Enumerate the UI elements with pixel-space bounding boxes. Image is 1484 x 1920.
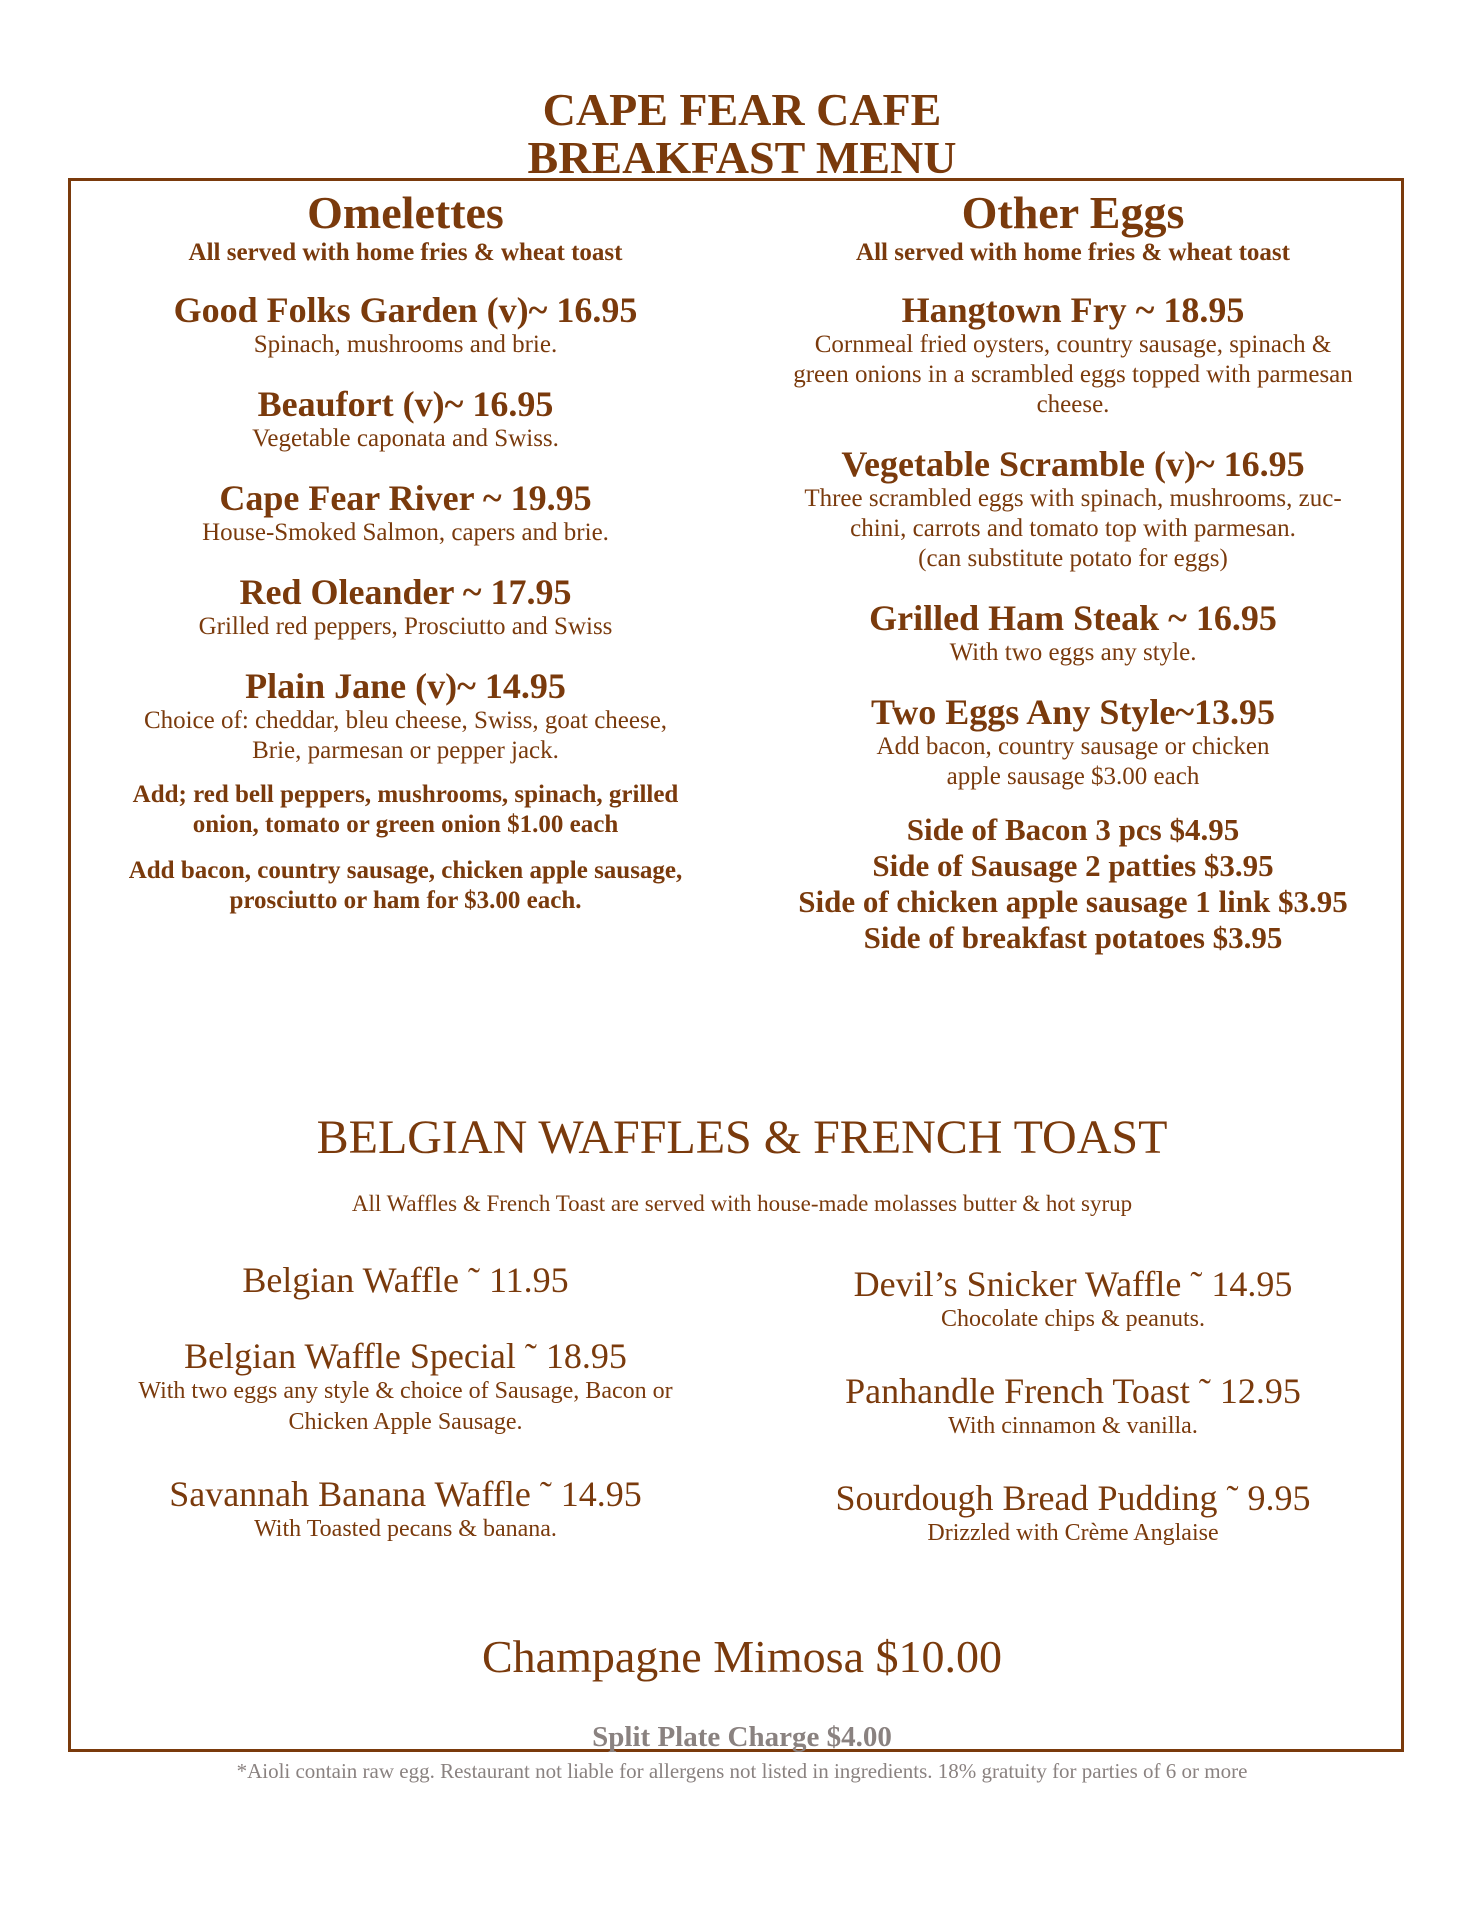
item-description: Brie, parmesan or pepper jack. (252, 737, 559, 764)
sides-list (748, 812, 1398, 956)
addon-line: Add; red bell peppers, mushrooms, spinach, grilled (132, 781, 679, 808)
item-name: Savannah Banana Waffle ˜ 14.95 (169, 1474, 642, 1514)
menu-item (748, 598, 1398, 668)
item-description: Chicken Apple Sausage. (288, 1409, 523, 1435)
other-eggs-heading: Other Eggs (961, 187, 1185, 238)
item-description: Chocolate chips & peanuts. (941, 1306, 1205, 1332)
addon-line: Add bacon, country sausage, chicken apple sausage, (128, 857, 683, 884)
menu-item (78, 1260, 733, 1300)
item-name: Belgian Waffle ˜ 11.95 (242, 1260, 569, 1300)
menu-item (748, 444, 1398, 574)
item-description: (can substitute potato for eggs) (918, 545, 1228, 572)
addon-note (78, 856, 733, 916)
item-description: Choice of: cheddar, bleu cheese, Swiss, goat cheese, (143, 707, 668, 734)
item-description: green onions in a scrambled eggs topped with parmesan (793, 361, 1353, 388)
side-item: Side of chicken apple sausage 1 link $3.95 (798, 884, 1348, 919)
item-description: With cinnamon & vanilla. (948, 1413, 1198, 1439)
menu-item (78, 384, 733, 454)
menu-title-line1: CAPE FEAR CAFE (542, 84, 942, 135)
menu-item (748, 692, 1398, 792)
menu-item (78, 1474, 733, 1545)
item-description: Grilled red peppers, Prosciutto and Swiss (198, 613, 613, 640)
item-description: Vegetable caponata and Swiss. (252, 425, 559, 452)
item-description: Three scrambled eggs with spinach, mushrooms, zuc- (804, 485, 1342, 512)
menu-item (78, 572, 733, 642)
menu-item (748, 1264, 1398, 1335)
item-description: With two eggs any style & choice of Sausage, Bacon or (138, 1378, 673, 1404)
item-description: cheese. (1036, 391, 1110, 418)
item-description: Drizzled with Crème Anglaise (927, 1520, 1219, 1546)
item-name: Two Eggs Any Style~13.95 (870, 692, 1276, 732)
addon-line: onion, tomato or green onion $1.00 each (192, 811, 619, 838)
item-name: Vegetable Scramble (v)~ 16.95 (841, 444, 1305, 484)
menu-item (78, 478, 733, 548)
item-name: Red Oleander ~ 17.95 (239, 572, 572, 612)
waffles-right-column (748, 1264, 1398, 1585)
item-description: Cornmeal fried oysters, country sausage, spinach & (814, 331, 1332, 358)
item-description: Spinach, mushrooms and brie. (253, 331, 558, 358)
side-item: Side of Sausage 2 patties $3.95 (872, 848, 1274, 883)
menu-item (748, 1371, 1398, 1442)
addon-line: prosciutto or ham for $3.00 each. (229, 887, 582, 914)
item-description: apple sausage $3.00 each (946, 763, 1200, 790)
other-eggs-section (748, 188, 1398, 956)
item-description: With Toasted pecans & banana. (254, 1516, 557, 1542)
item-name: Grilled Ham Steak ~ 16.95 (869, 598, 1277, 638)
item-name: Belgian Waffle Special ˜ 18.95 (184, 1336, 627, 1376)
menu-item (78, 1336, 733, 1438)
other-eggs-subheading: All served with home fries & wheat toast (856, 239, 1290, 266)
omelettes-subheading: All served with home fries & wheat toast (188, 239, 623, 266)
menu-item (748, 290, 1398, 420)
menu-item (78, 290, 733, 360)
menu-item (78, 666, 733, 766)
omelettes-section (78, 188, 733, 932)
item-name: Beaufort (v)~ 16.95 (257, 384, 554, 424)
addon-note (78, 780, 733, 840)
waffles-subheading: All Waffles & French Toast are served with house-made molasses butter & hot syrup (351, 1191, 1133, 1216)
side-item: Side of Bacon 3 pcs $4.95 (906, 812, 1240, 847)
item-name: Hangtown Fry ~ 18.95 (901, 290, 1245, 330)
item-name: Good Folks Garden (v)~ 16.95 (173, 290, 638, 330)
omelettes-heading: Omelettes (307, 187, 504, 238)
item-name: Panhandle French Toast ˜ 12.95 (845, 1371, 1301, 1411)
item-description: House-Smoked Salmon, capers and brie. (202, 519, 609, 546)
item-description: With two eggs any style. (949, 639, 1197, 666)
item-name: Sourdough Bread Pudding ˜ 9.95 (835, 1478, 1311, 1518)
item-description: chini, carrots and tomato top with parmesan. (850, 515, 1296, 542)
mimosa-offer: Champagne Mimosa $10.00 (482, 1631, 1002, 1682)
item-name: Cape Fear River ~ 19.95 (219, 478, 592, 518)
menu-item (748, 1478, 1398, 1549)
item-name: Plain Jane (v)~ 14.95 (245, 666, 566, 706)
allergen-footnote: *Aioli contain raw egg. Restaurant not liable for allergens not listed in ingredients. 18% gratuity for parties of 6 or more (236, 1759, 1248, 1783)
menu-title-line2: BREAKFAST MENU (527, 132, 957, 183)
item-name: Devil’s Snicker Waffle ˜ 14.95 (853, 1264, 1293, 1304)
waffles-heading: BELGIAN WAFFLES & FRENCH TOAST (316, 1111, 1168, 1164)
waffles-left-column (78, 1260, 733, 1581)
side-item: Side of breakfast potatoes $3.95 (863, 920, 1283, 955)
split-plate-charge: Split Plate Charge $4.00 (592, 1721, 892, 1753)
item-description: Add bacon, country sausage or chicken (876, 733, 1270, 760)
